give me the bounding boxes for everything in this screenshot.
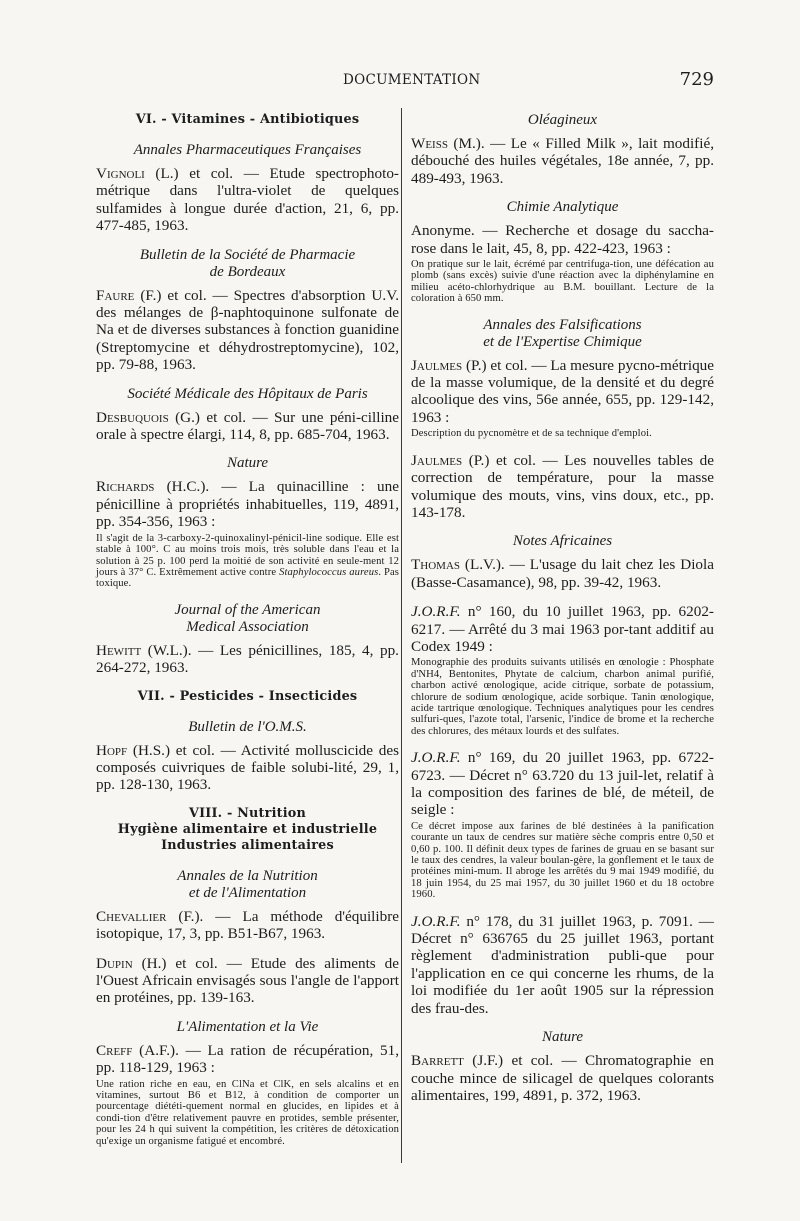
author: Anonyme. <box>411 222 475 240</box>
section-heading-viii: VIII. - Nutrition Hygiène alimentaire et industrielle Industries alimentaires <box>117 805 378 853</box>
author: Weiss (M.). <box>411 135 485 152</box>
journal-title: Nature <box>541 1029 584 1046</box>
author: Creff (A.F.). <box>96 1041 179 1059</box>
journal-title: Oléagineux <box>527 112 598 128</box>
journal-title: Annales de la Nutrition et de l'Alimentation <box>177 867 318 901</box>
author: Chevallier (F.). <box>96 907 204 925</box>
author: Richards (H.C.). <box>96 478 210 496</box>
journal-title: L'Alimentation et la Vie <box>176 1018 319 1035</box>
abstract-note: On pratique sur le lait, écrémé par centrifuga-tion, une défécation au plomb (sans excès) suivie d'une réaction avec la diphénylamine en milieu acéto-chlorhydrique au B.M. bouillant. Lecture de la coloration à 650 mm. <box>411 259 714 305</box>
author: Thomas (L.V.). <box>411 556 505 574</box>
bibliography-entry: Hopf (H.S.) et col. — Activité molluscicide des composés cuivriques de faible solubi-lité, 29, 1, pp. 128-130, 1963. <box>96 741 399 794</box>
bibliography-entry: Chevallier (F.). — La méthode d'équilibre isotopique, 17, 3, pp. B51-B67, 1963. <box>96 907 400 943</box>
author: Faure (F.) <box>96 286 162 304</box>
bibliography-entry: Faure (F.) et col. — Spectres d'absorption U.V. des mélanges de β-naphtoquinone sulfonate de Na et de diverses substances à fonction guanidine (Streptomycine et déhydrostreptomycine), 102, pp. 79-88, 1963. <box>96 286 399 374</box>
source: J.O.R.F. <box>411 749 461 767</box>
running-header <box>0 69 800 94</box>
journal-title: Nature <box>226 455 269 472</box>
journal-title: Bulletin de la Société de Pharmacie de Bordeaux <box>139 246 356 280</box>
bibliography-entry: J.O.R.F. n° 169, du 20 juillet 1963, pp. 6722-6723. — Décret n° 63.720 du 13 juil-let, relatif à la composition des farines de blé, de méteil, de seigle : Ce décret impose aux farines de blé destinées à la panification courante un taux de cendres sur matière sèche compris entre 0,50 et 0,60 p. 100. Il définit deux types de farines de gruau en se basant sur le taux des cendres, la valeur boulan-gère, la gonflement et le taux de protéines mini-mum. Il abroge les arrêtés du 9 mai 1949 modifié, du 18 juin 1954, du 25 mai 1957, du 30 juillet 1960 et du 18 octobre 1960. <box>411 749 714 901</box>
source: J.O.R.F. <box>411 603 461 621</box>
column-divider <box>401 108 402 1163</box>
bibliography-entry: J.O.R.F. n° 160, du 10 juillet 1963, pp. 6202-6217. — Arrêté du 3 mai 1963 por-tant additif au Codex 1949 : Monographie des produits suivants utilisés en œnologie : Phosphate d'NH4, Bentonites, Phytate de calcium, charbon animal purifié, charbon activé œnologique, acide citrique, sorbate de potassium, chlorure de sodium œnologique, acide sorbique. Tanin œnologique, acide tartrique œnologique. Techniques analytiques pour les cendres sulfuri-ques, l'azote total, l'arsenic, l'indice de brome et la recherche des chlorures, des métaux lourds et des sulfates. <box>411 603 714 737</box>
bibliography-entry: Hewitt (W.L.). — Les pénicillines, 185, 4, pp. 264-272, 1963. <box>96 641 399 677</box>
abstract-note: Il s'agit de la 3-carboxy-2-quinoxalinyl-pénicil-line sodique. Elle est stable à 100°. C au moins trois mois, très soluble dans l'eau et la solution à 25 p. 100 perd la moitié de son activité en seule-ment 12 jours à 37° C. Extrêmement active contre Staphylococcus aureus. Pas toxique. <box>96 532 400 590</box>
bibliography-entry: Barrett (J.F.) et col. — Chromatographie en couche mince de silicagel de quelques colorants alimentaires, 199, 4891, p. 372, 1963. <box>411 1052 714 1104</box>
bibliography-entry: Anonyme. — Recherche et dosage du saccha-rose dans le lait, 45, 8, pp. 422-423, 1963 : On pratique sur le lait, écrémé par centrifuga-tion, une défécation au plomb (sans excès) suivie d'une réaction avec la diphénylamine en milieu acéto-chlorhydrique au B.M. bouillant. Lecture de la coloration à 650 mm. <box>411 222 714 305</box>
journal-title: Annales Pharmaceutiques Françaises <box>133 142 362 158</box>
journal-title: Annales des Falsifications et de l'Expertise Chimique <box>483 316 642 350</box>
bibliography-entry: Desbuquois (G.) et col. — Sur une péni-cilline orale à spectre élargi, 114, 8, pp. 685-704, 1963. <box>96 408 399 444</box>
bibliography-entry: Dupin (H.) et col. — Etude des aliments de l'Ouest Africain envisagés sous l'angle de l'apport en protéines, pp. 139-163. <box>96 954 399 1007</box>
author: Desbuquois (G.) <box>96 408 200 426</box>
bibliography-entry: Jaulmes (P.) et col. — La mesure pycno-métrique de la masse volumique, de la densité et du degré alcoolique des vins, 56e année, 655, pp. 129-142, 1963 : Description du pycnomètre et de sa technique d'emploi. <box>411 356 715 440</box>
author: Barrett (J.F.) <box>411 1052 504 1070</box>
author: Dupin (H.) <box>96 954 167 972</box>
journal-title: Société Médicale des Hôpitaux de Paris <box>127 385 368 402</box>
author: Jaulmes (P.) <box>411 451 490 469</box>
bibliography-entry: Weiss (M.). — Le « Filled Milk », lait modifié, débouché des huiles végétales, 18e année, 7, pp. 489-493, 1963. <box>411 135 714 187</box>
author: Jaulmes (P.) <box>411 356 487 374</box>
abstract-note: Description du pycnomètre et de sa technique d'emploi. <box>411 428 652 440</box>
right-column <box>411 112 714 1116</box>
page-number: 729 <box>679 69 714 90</box>
bibliography-entry: J.O.R.F. n° 178, du 31 juillet 1963, p. 7091. — Décret n° 636765 du 25 juillet 1963, portant règlement d'administration publi-que pour l'application en ce qui concerne les rhums, de la loi modifiée du 1er août 1905 sur la répression des frau-des. <box>411 912 714 1017</box>
running-title: DOCUMENTATION <box>343 72 481 88</box>
bibliography-entry: Thomas (L.V.). — L'usage du lait chez les Diola (Basse-Casamance), 98, pp. 39-42, 1963. <box>411 556 714 591</box>
author: Hopf (H.S.) <box>96 741 171 759</box>
journal-title: Chimie Analytique <box>506 199 619 216</box>
journal-title: Notes Africaines <box>512 533 613 550</box>
section-heading-vi: VI. - Vitamines - Antibiotiques <box>135 112 360 127</box>
bibliography-entry: Creff (A.F.). — La ration de récupération, 51, pp. 118-129, 1963 : Une ration riche en eau, en ClNa et ClK, en sels alcalins et en vitamines, surtout B6 et B12, à condition de comporter un pourcentage diététi-quement normal en glucides, en lipides et à condi-tion d'être relativement pauvre en protides, semble présenter, pour les 24 h qui suivent la compétition, les critères de détoxication qu'exige un organisme fatigué et encombré. <box>96 1041 400 1147</box>
abstract-note: Ce décret impose aux farines de blé destinées à la panification courante un taux de cendres sur matière sèche compris entre 0,50 et 0,60 p. 100. Il définit deux types de farines de gruau en se basant sur le taux des cendres, la valeur boulan-gère, la gonflement et le taux de protéines mini-mum. Il abroge les arrêtés du 9 mai 1949 modifié, du 18 juin 1954, du 25 mai 1957, du 30 juillet 1960 et du 18 octobre 1960. <box>411 820 714 901</box>
section-heading-vii: VII. - Pesticides - Insecticides <box>137 688 358 704</box>
source: J.O.R.F. <box>411 912 461 930</box>
journal-title: Bulletin de l'O.M.S. <box>188 718 307 735</box>
abstract-note: Monographie des produits suivants utilisés en œnologie : Phosphate d'NH4, Bentonites, Phytate de calcium, charbon animal purifié, charbon activé œnologique, acide citrique, sorbate de potassium, chlorure de sodium œnologique, acide sorbique. Tanin œnologique, acide tartrique œnologique. Techniques analytiques pour les cendres sulfuri-ques, l'azote total, l'arsenic, l'indice de brome et la recherche des chlorures, des métaux lourds et des sulfates. <box>411 657 714 737</box>
bibliography-entry: Jaulmes (P.) et col. — Les nouvelles tables de correction de température, pour la masse volumique des mouts, vins, vins doux, etc., pp. 143-178. <box>411 451 714 521</box>
author: Hewitt (W.L.). <box>96 641 192 659</box>
abstract-note: Une ration riche en eau, en ClNa et ClK, en sels alcalins et en vitamines, surtout B6 et B12, à condition de comporter un pourcentage diététi-quement normal en glucides, en lipides et à condi-tion d'être relativement pauvre en protides, semble présenter, pour les 24 h qui suivent la compétition, les critères de détoxication qu'exige un organisme fatigué et encombré. <box>96 1078 399 1147</box>
bibliography-entry: Richards (H.C.). — La quinacilline : une pénicilline à propriétés inhabituelles, 119, 4891, pp. 354-356, 1963 : Il s'agit de la 3-carboxy-2-quinoxalinyl-pénicil-line sodique. Elle est stable à 100°. C au moins trois mois, très soluble dans l'eau et la solution à 25 p. 100 perd la moitié de son activité en seule-ment 12 jours à 37° C. Extrêmement active contre Staphylococcus aureus. Pas toxique. <box>96 478 400 590</box>
author: Vignoli (L.) <box>96 165 179 182</box>
bibliography-entry: Vignoli (L.) et col. — Etude spectrophoto-métrique dans l'ultra-violet de quelques sulfamides à longue durée d'action, 21, 6, pp. 477-485, 1963. <box>96 165 399 235</box>
journal-title: Journal of the American Medical Association <box>174 601 321 635</box>
left-column <box>96 112 399 1159</box>
